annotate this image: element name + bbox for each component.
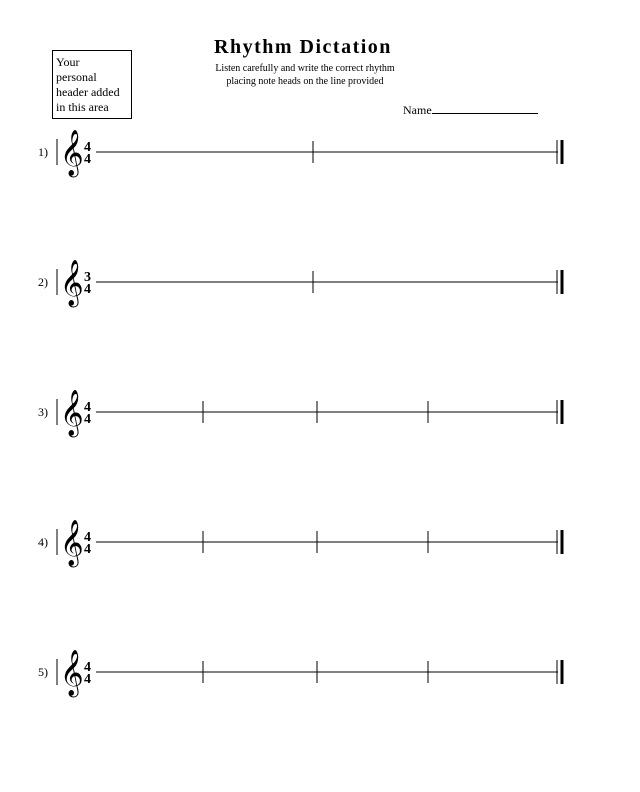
staff-number: 1) <box>38 145 48 159</box>
time-signature-bottom: 4 <box>84 152 91 167</box>
time-signature-top: 3 <box>84 270 91 285</box>
time-signature-top: 4 <box>84 660 91 675</box>
instruction-line: Listen carefully and write the correct rhythm <box>215 63 395 74</box>
time-signature-bottom: 4 <box>84 542 91 557</box>
treble-clef-icon: 𝄞 <box>60 520 84 566</box>
treble-clef-icon: 𝄞 <box>60 130 84 176</box>
instruction-line: placing note heads on the line provided <box>226 76 384 87</box>
header-box-line: Your <box>56 55 80 69</box>
time-signature-bottom: 4 <box>84 672 91 687</box>
staff-number: 2) <box>38 275 48 289</box>
time-signature-top: 4 <box>84 530 91 545</box>
header-box-line: personal <box>56 70 97 84</box>
time-signature-top: 4 <box>84 140 91 155</box>
time-signature-top: 4 <box>84 400 91 415</box>
treble-clef-icon: 𝄞 <box>60 650 84 696</box>
treble-clef-icon: 𝄞 <box>60 390 84 436</box>
time-signature-bottom: 4 <box>84 412 91 427</box>
staff-number: 4) <box>38 535 48 549</box>
header-box-line: in this area <box>56 100 109 114</box>
page-title: Rhythm Dictation <box>214 36 392 58</box>
staff-number: 5) <box>38 665 48 679</box>
header-box-line: header added <box>56 85 120 99</box>
name-label: Name <box>403 103 432 117</box>
time-signature-bottom: 4 <box>84 282 91 297</box>
staff-number: 3) <box>38 405 48 419</box>
treble-clef-icon: 𝄞 <box>60 260 84 306</box>
